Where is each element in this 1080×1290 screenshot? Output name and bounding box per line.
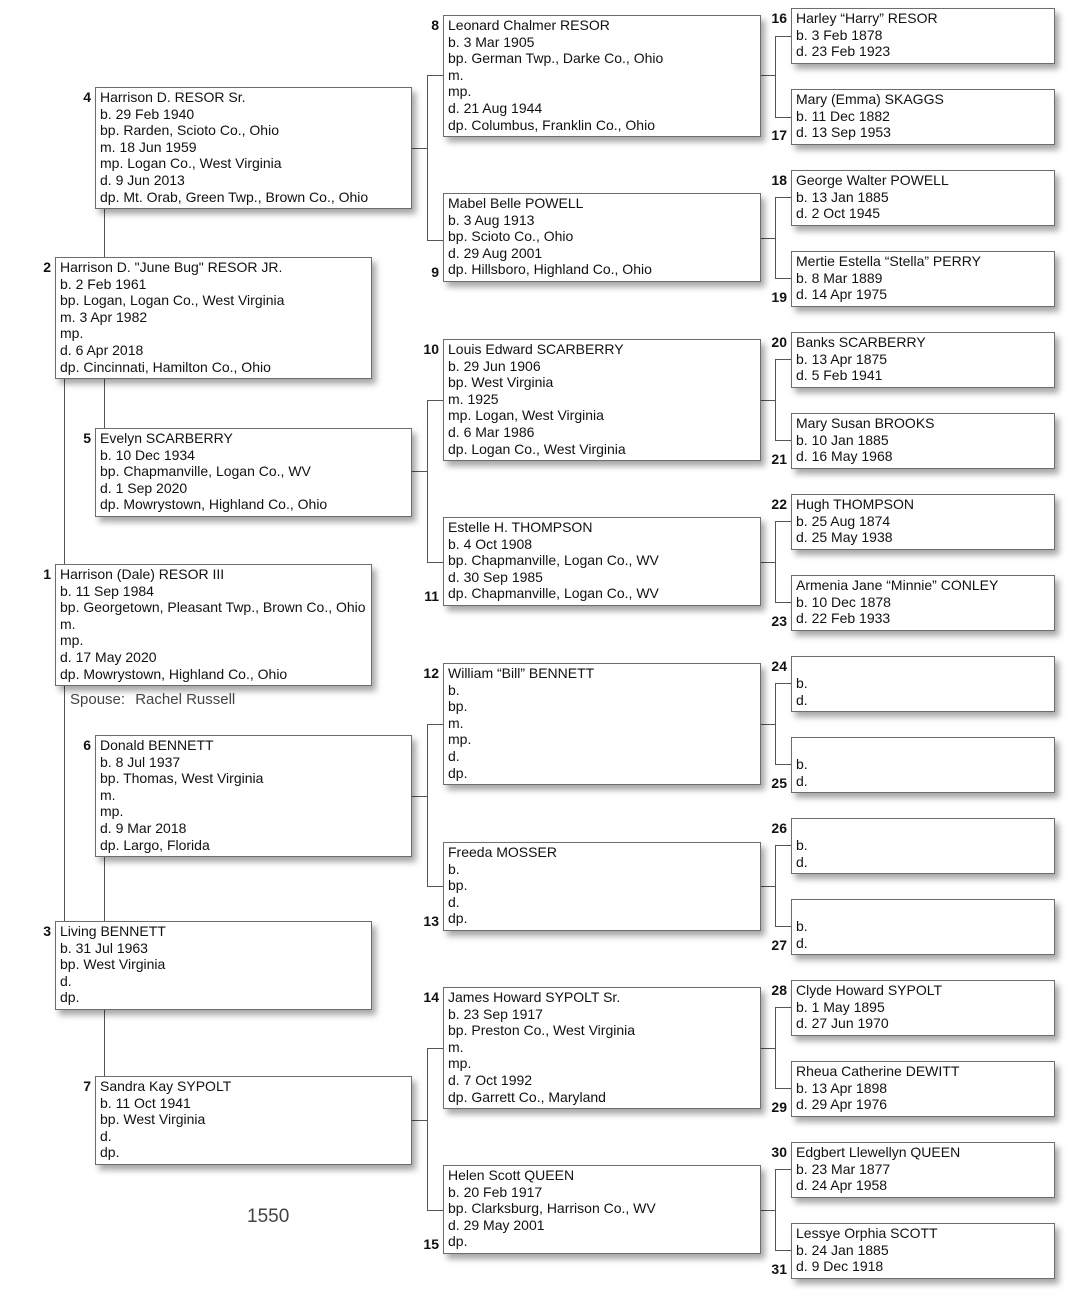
person-name: Harrison (Dale) RESOR III — [60, 566, 225, 582]
connector-line — [775, 521, 776, 602]
person-detail: d. — [796, 691, 808, 708]
person-detail: b. 10 Dec 1878 — [796, 593, 891, 610]
person-detail: b. — [796, 675, 808, 691]
person-detail: d. — [448, 893, 460, 910]
person-detail: b. 13 Jan 1885 — [796, 188, 889, 205]
person-detail: b. 10 Dec 1934 — [100, 446, 195, 463]
person-detail: dp. Chapmanville, Logan Co., WV — [448, 585, 659, 602]
connector-line — [427, 400, 428, 562]
person-name: Harrison D. "June Bug" RESOR JR. — [60, 259, 283, 275]
connector-line — [760, 238, 775, 239]
person-name: Donald BENNETT — [100, 737, 214, 753]
connector-line — [760, 886, 775, 887]
person-detail: b. 20 Feb 1917 — [448, 1183, 543, 1200]
person-box[interactable] — [55, 921, 372, 1010]
person-name: Estelle H. THOMPSON — [448, 519, 593, 535]
person-box[interactable] — [791, 8, 1055, 64]
person-detail: d. 9 Dec 1918 — [796, 1258, 884, 1275]
ahnentafel-number: 23 — [771, 613, 787, 629]
person-detail: d. 30 Sep 1985 — [448, 568, 543, 585]
person-detail: b. 3 Aug 1913 — [448, 211, 535, 228]
person-box[interactable] — [55, 257, 372, 379]
ahnentafel-number: 25 — [771, 775, 787, 791]
person-name: Mary (Emma) SKAGGS — [796, 91, 944, 107]
person-detail: d. 29 May 2001 — [448, 1216, 545, 1233]
person-detail: b. 11 Oct 1941 — [100, 1094, 191, 1111]
person-name: Lessye Orphia SCOTT — [796, 1225, 938, 1241]
person-detail: d. 25 May 1938 — [796, 529, 893, 546]
person-box[interactable] — [95, 87, 412, 209]
person-detail: bp. Rarden, Scioto Co., Ohio — [100, 122, 279, 139]
person-detail: d. 6 Mar 1986 — [448, 423, 535, 440]
person-box[interactable] — [443, 987, 761, 1109]
connector-line — [775, 197, 776, 278]
person-detail: bp. Scioto Co., Ohio — [448, 228, 574, 245]
person-name: Mary Susan BROOKS — [796, 415, 935, 431]
person-detail: dp. — [448, 1233, 468, 1250]
person-detail: b. 8 Jul 1937 — [100, 753, 181, 770]
person-detail: bp. Logan, Logan Co., West Virginia — [60, 292, 285, 309]
person-detail: b. 25 Aug 1874 — [796, 512, 891, 529]
connector-line — [775, 36, 776, 117]
ahnentafel-number: 20 — [771, 334, 787, 350]
person-detail: mp. — [448, 731, 472, 748]
person-detail: m. — [448, 66, 464, 83]
connector-line — [775, 845, 776, 926]
ahnentafel-number: 2 — [43, 259, 51, 275]
person-detail: dp. — [448, 764, 468, 781]
person-name: Sandra Kay SYPOLT — [100, 1078, 232, 1094]
person-detail: bp. Thomas, West Virginia — [100, 770, 264, 787]
person-detail: b. 2 Feb 1961 — [60, 275, 147, 292]
person-box[interactable] — [95, 1076, 412, 1165]
person-box[interactable] — [791, 980, 1055, 1036]
connector-line — [775, 1007, 776, 1088]
ahnentafel-number: 3 — [43, 923, 51, 939]
ahnentafel-number: 17 — [771, 127, 787, 143]
person-detail: d. 7 Oct 1992 — [448, 1071, 533, 1088]
person-detail: d. 27 Jun 1970 — [796, 1015, 889, 1032]
person-detail: bp. Chapmanville, Logan Co., WV — [448, 552, 659, 569]
person-box[interactable] — [791, 575, 1055, 631]
connector-line — [427, 724, 428, 886]
person-detail: dp. Largo, Florida — [100, 836, 210, 853]
ahnentafel-number: 8 — [431, 17, 439, 33]
person-detail: bp. Preston Co., West Virginia — [448, 1022, 636, 1039]
person-detail: b. 11 Dec 1882 — [796, 107, 890, 124]
person-detail: d. 17 May 2020 — [60, 648, 157, 665]
person-name: Helen Scott QUEEN — [448, 1167, 575, 1183]
person-detail: d. 29 Apr 1976 — [796, 1096, 888, 1113]
person-name: Louis Edward SCARBERRY — [448, 341, 624, 357]
person-box[interactable] — [443, 339, 761, 461]
ahnentafel-number: 4 — [83, 89, 91, 105]
person-box[interactable] — [791, 332, 1055, 388]
ahnentafel-number: 6 — [83, 737, 91, 753]
person-detail: d. 22 Feb 1933 — [796, 610, 891, 627]
person-name: Evelyn SCARBERRY — [100, 430, 233, 446]
spouse-label — [70, 691, 241, 708]
person-detail: mp. — [60, 632, 84, 649]
person-detail: b. — [448, 681, 460, 698]
person-detail: b. — [796, 837, 808, 853]
person-detail: dp. — [448, 910, 468, 927]
person-detail: b. 23 Mar 1877 — [796, 1160, 891, 1177]
person-name: Harrison D. RESOR Sr. — [100, 89, 246, 105]
person-detail: bp. West Virginia — [100, 1111, 206, 1128]
person-box[interactable] — [791, 494, 1055, 550]
ahnentafel-number: 19 — [771, 289, 787, 305]
person-detail: dp. Columbus, Franklin Co., Ohio — [448, 116, 655, 133]
connector-line — [427, 1048, 428, 1210]
connector-line — [104, 1009, 105, 1076]
ahnentafel-number: 28 — [771, 982, 787, 998]
person-detail: b. 1 May 1895 — [796, 998, 885, 1015]
person-name: Banks SCARBERRY — [796, 334, 926, 350]
person-detail: d. 1 Sep 2020 — [100, 479, 188, 496]
person-name: James Howard SYPOLT Sr. — [448, 989, 621, 1005]
ahnentafel-number: 13 — [423, 913, 439, 929]
person-name: Mertie Estella “Stella” PERRY — [796, 253, 981, 269]
person-detail: d. 16 May 1968 — [796, 448, 893, 465]
person-detail: bp. — [448, 698, 468, 715]
spouse-prefix: Spouse: — [70, 691, 126, 708]
person-name: Clyde Howard SYPOLT — [796, 982, 943, 998]
person-detail: bp. — [448, 877, 468, 894]
person-detail: dp. — [100, 1144, 120, 1161]
person-detail: m. — [448, 714, 464, 731]
person-detail: d. — [796, 853, 808, 870]
person-detail: d. 9 Jun 2013 — [100, 171, 185, 188]
connector-line — [760, 1210, 775, 1211]
connector-line — [760, 400, 775, 401]
ahnentafel-number: 27 — [771, 937, 787, 953]
person-name: Mabel Belle POWELL — [448, 195, 584, 211]
person-detail: b. 29 Feb 1940 — [100, 105, 195, 122]
person-box[interactable] — [95, 428, 412, 517]
person-detail: b. 3 Mar 1905 — [448, 33, 535, 50]
ahnentafel-number: 30 — [771, 1144, 787, 1160]
person-detail: mp. — [100, 803, 124, 820]
person-detail: m. 3 Apr 1982 — [60, 308, 148, 325]
person-detail: b. — [796, 918, 808, 934]
connector-line — [412, 796, 427, 797]
person-name: Freeda MOSSER — [448, 844, 557, 860]
person-detail: m. — [448, 1038, 464, 1055]
person-detail: d. 2 Oct 1945 — [796, 205, 881, 222]
ahnentafel-number: 1 — [43, 566, 51, 582]
spouse-name: Rachel Russell — [135, 691, 236, 708]
person-detail: dp. Mowrystown, Highland Co., Ohio — [60, 665, 288, 682]
person-name: Armenia Jane “Minnie” CONLEY — [796, 577, 999, 593]
person-box[interactable] — [443, 15, 761, 137]
person-box[interactable] — [791, 170, 1055, 226]
person-detail: bp. West Virginia — [448, 374, 554, 391]
connector-line — [104, 207, 105, 257]
connector-line — [760, 75, 775, 76]
connector-line — [412, 471, 427, 472]
person-name: Living BENNETT — [60, 923, 166, 939]
person-detail: mp. — [60, 325, 84, 342]
ahnentafel-number: 10 — [423, 341, 439, 357]
person-detail: b. 13 Apr 1898 — [796, 1079, 888, 1096]
ahnentafel-number: 31 — [771, 1261, 787, 1277]
connector-line — [760, 562, 775, 563]
person-detail: d. — [60, 972, 72, 989]
person-detail: mp. Logan, West Virginia — [448, 407, 604, 424]
person-box[interactable] — [791, 1142, 1055, 1198]
ahnentafel-number: 26 — [771, 820, 787, 836]
person-detail: dp. Mt. Orab, Green Twp., Brown Co., Ohio — [100, 188, 369, 205]
person-detail: d. 5 Feb 1941 — [796, 367, 883, 384]
person-box[interactable] — [791, 251, 1055, 307]
person-box[interactable] — [443, 193, 761, 282]
person-detail: b. 31 Jul 1963 — [60, 939, 148, 956]
person-detail: d. 9 Mar 2018 — [100, 819, 187, 836]
ahnentafel-number: 12 — [423, 665, 439, 681]
person-detail: b. 29 Jun 1906 — [448, 357, 541, 374]
ahnentafel-number: 11 — [424, 588, 439, 604]
person-name: Hugh THOMPSON — [796, 496, 914, 512]
person-detail: bp. Chapmanville, Logan Co., WV — [100, 463, 311, 480]
person-detail: dp. Garrett Co., Maryland — [448, 1088, 606, 1105]
ahnentafel-number: 24 — [771, 658, 787, 674]
connector-line — [104, 376, 105, 428]
ahnentafel-number: 22 — [771, 496, 787, 512]
ahnentafel-number: 18 — [771, 172, 787, 188]
person-name: Rheua Catherine DEWITT — [796, 1063, 960, 1079]
connector-line — [104, 857, 105, 922]
person-detail: bp. German Twp., Darke Co., Ohio — [448, 50, 664, 67]
connector-line — [412, 1120, 427, 1121]
connector-line — [412, 148, 427, 149]
person-detail: m. 1925 — [448, 390, 499, 407]
person-detail: d. 23 Feb 1923 — [796, 43, 891, 60]
ahnentafel-number: 16 — [771, 10, 787, 26]
person-box[interactable] — [791, 413, 1055, 469]
person-detail: d. — [100, 1127, 112, 1144]
person-detail: dp. Hillsboro, Highland Co., Ohio — [448, 261, 652, 278]
person-detail: dp. Cincinnati, Hamilton Co., Ohio — [60, 358, 271, 375]
person-detail: m. — [60, 615, 76, 632]
person-detail: b. — [796, 756, 808, 772]
person-box[interactable] — [443, 663, 761, 785]
person-detail: d. — [448, 747, 460, 764]
person-detail: b. 23 Sep 1917 — [448, 1005, 543, 1022]
person-box[interactable] — [791, 656, 1055, 712]
person-detail: d. — [796, 772, 808, 789]
person-detail: b. 3 Feb 1878 — [796, 26, 883, 43]
ahnentafel-number: 5 — [83, 430, 91, 446]
person-detail: d. 24 Apr 1958 — [796, 1177, 888, 1194]
person-box[interactable] — [443, 842, 761, 931]
person-box[interactable] — [791, 89, 1055, 145]
person-detail: dp. — [60, 989, 80, 1006]
person-box[interactable] — [791, 1061, 1055, 1117]
person-detail: mp. — [448, 83, 472, 100]
ahnentafel-number: 21 — [771, 451, 787, 467]
person-name: William “Bill” BENNETT — [448, 665, 595, 681]
person-box[interactable] — [443, 517, 761, 606]
person-detail: dp. Logan Co., West Virginia — [448, 440, 626, 457]
person-box[interactable] — [55, 564, 372, 686]
person-detail: b. 10 Jan 1885 — [796, 431, 889, 448]
person-detail: bp. West Virginia — [60, 956, 166, 973]
connector-line — [760, 1048, 775, 1049]
page-number: 1550 — [247, 1206, 290, 1227]
person-detail: m. 18 Jun 1959 — [100, 138, 197, 155]
person-detail: bp. Georgetown, Pleasant Twp., Brown Co., Ohio — [60, 599, 366, 616]
person-box[interactable] — [443, 1165, 761, 1254]
person-detail: b. 24 Jan 1885 — [796, 1241, 889, 1258]
person-detail: b. 8 Mar 1889 — [796, 269, 883, 286]
person-detail: dp. Mowrystown, Highland Co., Ohio — [100, 496, 328, 513]
person-box[interactable] — [791, 899, 1055, 955]
person-box[interactable] — [95, 735, 412, 857]
person-detail: d. 6 Apr 2018 — [60, 341, 144, 358]
person-name: Edgbert Llewellyn QUEEN — [796, 1144, 961, 1160]
ahnentafel-number: 14 — [423, 989, 439, 1005]
person-detail: mp. — [448, 1055, 472, 1072]
person-detail: b. 13 Apr 1875 — [796, 350, 888, 367]
connector-line — [775, 359, 776, 440]
person-detail: d. 14 Apr 1975 — [796, 286, 888, 303]
person-box[interactable] — [791, 818, 1055, 874]
person-detail: d. — [796, 934, 808, 951]
person-detail: b. 11 Sep 1984 — [60, 582, 154, 599]
person-detail: bp. Clarksburg, Harrison Co., WV — [448, 1200, 656, 1217]
person-name: Harley “Harry” RESOR — [796, 10, 938, 26]
connector-line — [775, 1169, 776, 1250]
connector-line — [760, 724, 775, 725]
connector-line — [427, 75, 428, 240]
ahnentafel-number: 9 — [431, 264, 439, 280]
person-detail: d. 29 Aug 2001 — [448, 244, 543, 261]
ahnentafel-number: 15 — [423, 1236, 439, 1252]
person-detail: b. 4 Oct 1908 — [448, 535, 533, 552]
person-detail: mp. Logan Co., West Virginia — [100, 155, 282, 172]
person-name: Leonard Chalmer RESOR — [448, 17, 610, 33]
person-detail: b. — [448, 860, 460, 877]
person-detail: m. — [100, 786, 116, 803]
person-detail: d. 21 Aug 1944 — [448, 99, 543, 116]
ahnentafel-number: 29 — [771, 1099, 787, 1115]
person-name: George Walter POWELL — [796, 172, 949, 188]
person-box[interactable] — [791, 737, 1055, 793]
ahnentafel-number: 7 — [83, 1078, 91, 1094]
person-detail: d. 13 Sep 1953 — [796, 124, 891, 141]
connector-line — [775, 683, 776, 764]
person-box[interactable] — [791, 1223, 1055, 1279]
